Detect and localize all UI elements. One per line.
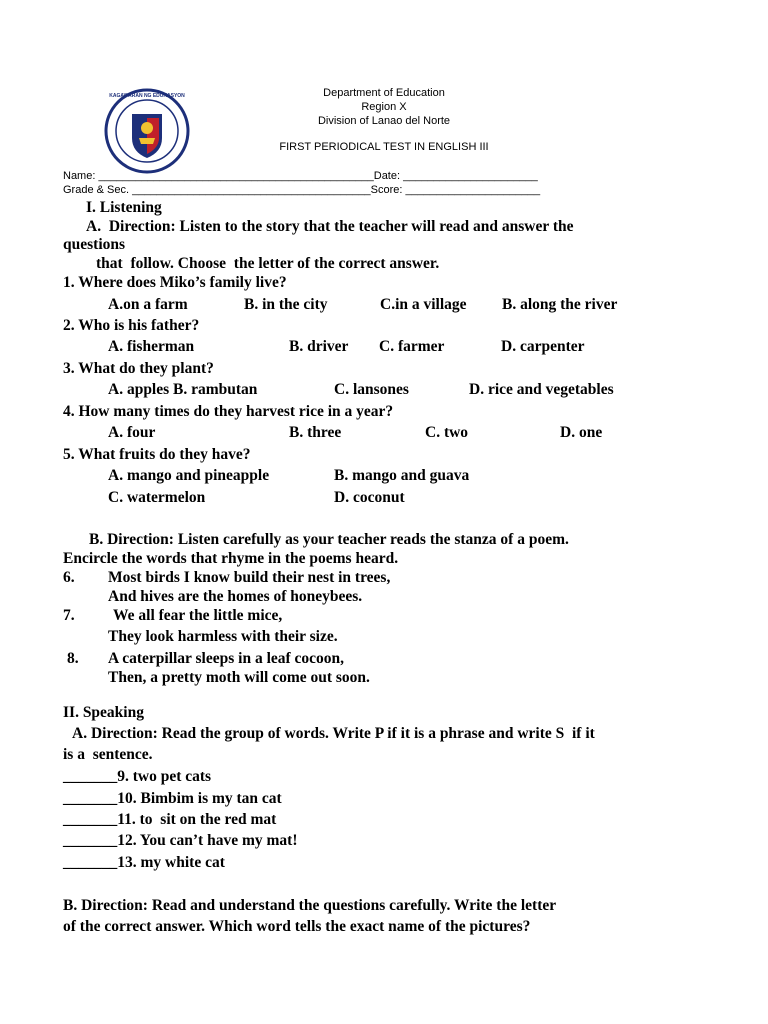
item-12: _______12. You can’t have my mat! — [63, 832, 298, 849]
name-date-line: Name: _____________________________________________Date: ______________________ — [63, 170, 538, 182]
grade-score-line: Grade & Sec. _______________________________________Score: ______________________ — [63, 184, 541, 196]
question-2: 2. Who is his father? — [63, 317, 200, 334]
poem-6-line-2: And hives are the homes of honeybees. — [108, 588, 363, 605]
test-title: FIRST PERIODICAL TEST IN ENGLISH III — [279, 141, 489, 153]
speaking-direction-b: B. Direction: Read and understand the questions carefully. Write the letter — [63, 897, 557, 914]
poem-8-line-2: Then, a pretty moth will come out soon. — [108, 669, 370, 686]
q3-choice-ab: A. apples B. rambutan — [108, 381, 258, 398]
q3-choice-d: D. rice and vegetables — [469, 381, 614, 398]
direction-a-text: A. Direction: Listen to the story that the teacher will read and answer the — [86, 218, 574, 235]
q5-choice-a: A. mango and pineapple — [108, 467, 270, 484]
q3-choice-c: C. lansones — [334, 381, 409, 398]
section-speaking-title: II. Speaking — [63, 704, 144, 721]
direction-a-text-3: that follow. Choose the letter of the correct answer. — [96, 255, 440, 272]
header-department: Department of Education — [323, 87, 445, 99]
svg-text:KAGAWARAN NG EDUKASYON: KAGAWARAN NG EDUKASYON — [109, 93, 185, 99]
item-10: _______10. Bimbim is my tan cat — [63, 790, 282, 807]
question-1: 1. Where does Miko’s family live? — [63, 274, 287, 291]
question-4: 4. How many times do they harvest rice in a year? — [63, 403, 394, 420]
direction-b-text: B. Direction: Listen carefully as your teacher reads the stanza of a poem. — [89, 531, 569, 548]
q4-choice-c: C. two — [425, 424, 469, 441]
direction-a-text-2: questions — [63, 236, 126, 253]
poem-8-line-1: A caterpillar sleeps in a leaf cocoon, — [108, 650, 345, 667]
q2-choice-c: C. farmer — [379, 338, 445, 355]
q5-choice-c: C. watermelon — [108, 489, 206, 506]
q1-choice-b: B. in the city — [244, 296, 328, 313]
direction-b-text-2: Encircle the words that rhyme in the poems heard. — [63, 550, 399, 567]
item-13: _______13. my white cat — [63, 854, 225, 871]
question-3: 3. What do they plant? — [63, 360, 214, 377]
q4-choice-a: A. four — [108, 424, 156, 441]
q5-choice-b: B. mango and guava — [334, 467, 470, 484]
q5-choice-d: D. coconut — [334, 489, 405, 506]
q1-choice-a: A.on a farm — [108, 296, 188, 313]
header-region: Region X — [361, 101, 407, 113]
speaking-direction-a-2: is a sentence. — [63, 746, 153, 763]
poem-7-line-1: We all fear the little mice, — [113, 607, 283, 624]
q2-choice-b: B. driver — [289, 338, 349, 355]
q1-choice-d: B. along the river — [502, 296, 618, 313]
header-division: Division of Lanao del Norte — [317, 115, 451, 127]
poem-6-number: 6. — [63, 569, 75, 586]
item-11: _______11. to sit on the red mat — [63, 811, 277, 828]
poem-7-number: 7. — [63, 607, 75, 624]
q4-choice-d: D. one — [560, 424, 603, 441]
poem-6-line-1: Most birds I know build their nest in trees, — [108, 569, 391, 586]
speaking-direction-a: A. Direction: Read the group of words. Write P if it is a phrase and write S if it — [72, 725, 595, 742]
poem-8-number: 8. — [67, 650, 79, 667]
q2-choice-a: A. fisherman — [108, 338, 195, 355]
speaking-direction-b-2: of the correct answer. Which word tells the exact name of the pictures? — [63, 918, 531, 935]
poem-7-line-2: They look harmless with their size. — [108, 628, 338, 645]
q4-choice-b: B. three — [289, 424, 342, 441]
item-9: _______9. two pet cats — [63, 768, 212, 785]
q1-choice-c: C.in a village — [380, 296, 467, 313]
q2-choice-d: D. carpenter — [501, 338, 585, 355]
section-listening-title: I. Listening — [86, 199, 162, 216]
question-5: 5. What fruits do they have? — [63, 446, 251, 463]
